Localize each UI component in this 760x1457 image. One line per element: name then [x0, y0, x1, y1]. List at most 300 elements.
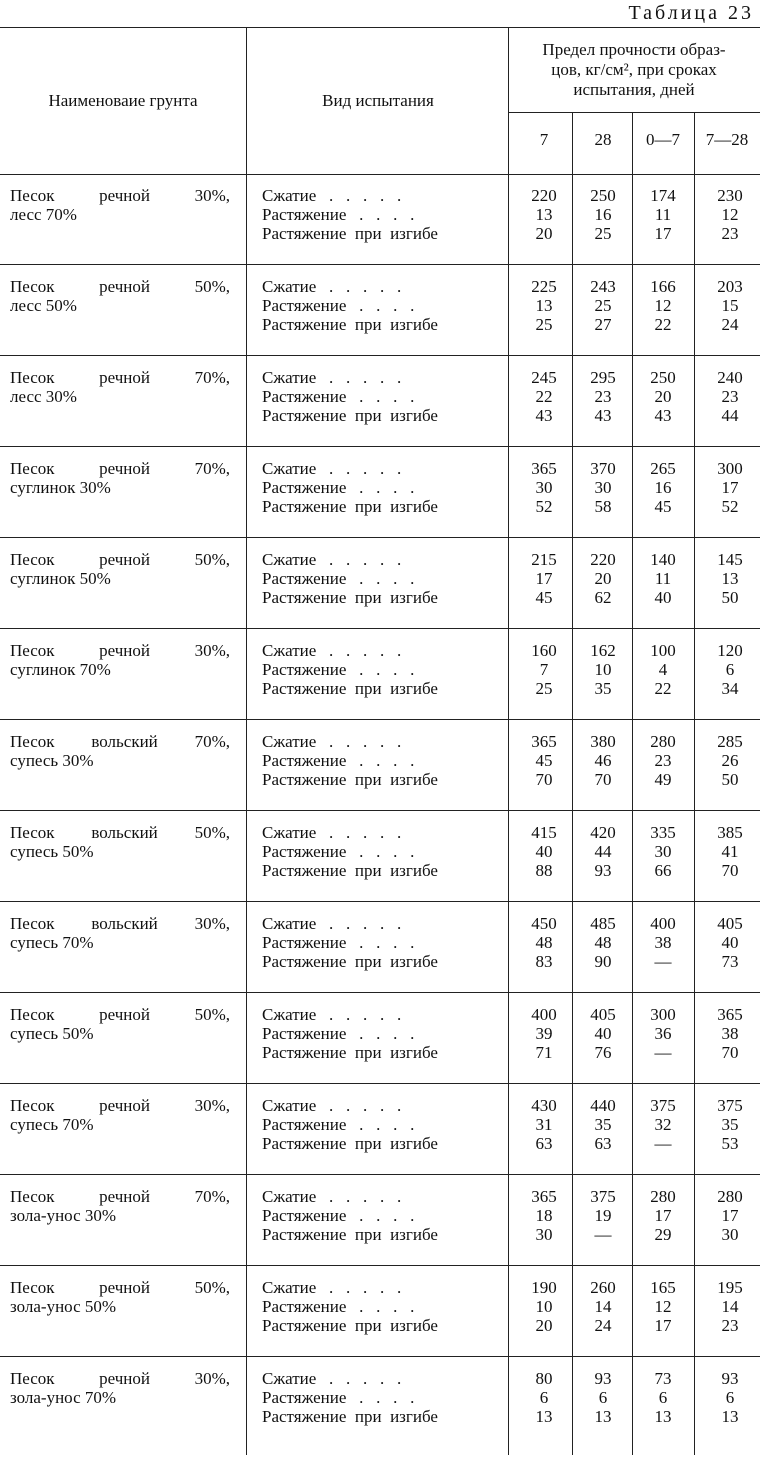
value-0-7-column: [632, 1278, 694, 1335]
value-7-28: 41: [721, 842, 739, 861]
value-7: 45: [535, 751, 553, 770]
value-28-column: [574, 277, 632, 334]
test-bending-tension: Растяжение при изгибе: [262, 679, 438, 698]
value-28-column: [574, 914, 632, 971]
value-7: 43: [535, 406, 553, 425]
soil-name-line1: Песок речной 30%,: [10, 641, 230, 660]
test-compression: Сжатие . . . . .: [262, 186, 402, 205]
value-0-7-column: [632, 1369, 694, 1426]
value-7-28: 300: [717, 459, 743, 478]
value-7: 30: [535, 1225, 553, 1244]
value-7-28-column: [700, 732, 760, 789]
value-7-28: 6: [725, 1388, 735, 1407]
test-compression: Сжатие . . . . .: [262, 732, 402, 751]
table-row: [0, 904, 760, 994]
table-row: [0, 995, 760, 1085]
row-separator: [0, 810, 760, 811]
value-28-column: [574, 368, 632, 425]
value-7-28: 38: [721, 1024, 739, 1043]
value-7-28-column: [700, 368, 760, 425]
soil-name-line1: Песок вольский 50%,: [10, 823, 230, 842]
value-28-column: [574, 1278, 632, 1335]
value-7-column: [514, 1005, 574, 1062]
value-7: 225: [531, 277, 557, 296]
header-period-7: 7: [539, 130, 549, 149]
value-28: 27: [594, 315, 612, 334]
test-bending-tension: Растяжение при изгибе: [262, 952, 438, 971]
value-7-28: 203: [717, 277, 743, 296]
value-7: 71: [535, 1043, 553, 1062]
value-28: 220: [590, 550, 616, 569]
value-28: 295: [590, 368, 616, 387]
value-28: 405: [590, 1005, 616, 1024]
value-28: —: [594, 1225, 612, 1244]
soil-name: [10, 186, 230, 224]
value-28-column: [574, 823, 632, 880]
value-0-7-column: [632, 459, 694, 516]
row-separator: [0, 1174, 760, 1175]
value-0-7: 16: [654, 478, 672, 497]
test-tension: Растяжение . . . .: [262, 751, 415, 770]
value-7-28-column: [700, 550, 760, 607]
value-0-7: 400: [650, 914, 676, 933]
value-28: 48: [594, 933, 612, 952]
value-7-28: 230: [717, 186, 743, 205]
value-0-7: 165: [650, 1278, 676, 1297]
value-0-7: 140: [650, 550, 676, 569]
soil-name-line1: Песок вольский 70%,: [10, 732, 230, 751]
value-7-28: 23: [721, 224, 739, 243]
table-row: [0, 267, 760, 357]
value-0-7: 11: [654, 205, 672, 224]
value-7-28: 35: [721, 1115, 739, 1134]
row-separator: [0, 628, 760, 629]
soil-name-line2: зола-унос 70%: [10, 1388, 117, 1407]
value-7: 13: [535, 1407, 553, 1426]
value-0-7: 4: [658, 660, 668, 679]
value-7: 365: [531, 1187, 557, 1206]
value-0-7: 20: [654, 387, 672, 406]
value-0-7-column: [632, 277, 694, 334]
value-28: 6: [598, 1388, 608, 1407]
value-7-28: 385: [717, 823, 743, 842]
test-compression: Сжатие . . . . .: [262, 277, 402, 296]
value-28: 375: [590, 1187, 616, 1206]
value-7-28: 365: [717, 1005, 743, 1024]
test-compression: Сжатие . . . . .: [262, 823, 402, 842]
value-7: 6: [539, 1388, 549, 1407]
value-0-7-column: [632, 641, 694, 698]
value-0-7: —: [654, 1043, 672, 1062]
value-28: 35: [594, 1115, 612, 1134]
value-0-7-column: [632, 914, 694, 971]
value-7-28: 26: [721, 751, 739, 770]
value-7-28: 12: [721, 205, 739, 224]
soil-name: [10, 1369, 230, 1407]
value-7-28: 40: [721, 933, 739, 952]
value-28: 63: [594, 1134, 612, 1153]
value-28-column: [574, 1096, 632, 1153]
test-bending-tension: Растяжение при изгибе: [262, 406, 438, 425]
value-7: 45: [535, 588, 553, 607]
value-28: 485: [590, 914, 616, 933]
soil-name-line1: Песок речной 30%,: [10, 186, 230, 205]
value-0-7: 23: [654, 751, 672, 770]
value-7-28: 23: [721, 387, 739, 406]
value-0-7-column: [632, 550, 694, 607]
value-7-28: 280: [717, 1187, 743, 1206]
soil-name-line1: Песок речной 50%,: [10, 277, 230, 296]
value-7-28: 195: [717, 1278, 743, 1297]
value-7-28: 44: [721, 406, 739, 425]
test-bending-tension: Растяжение при изгибе: [262, 497, 438, 516]
value-28: 250: [590, 186, 616, 205]
value-7-28: 145: [717, 550, 743, 569]
value-28: 44: [594, 842, 612, 861]
header-strength: [508, 40, 760, 100]
value-7-28: 120: [717, 641, 743, 660]
value-7-column: [514, 914, 574, 971]
table-row: [0, 813, 760, 903]
value-7-28-column: [700, 641, 760, 698]
value-28: 58: [594, 497, 612, 516]
value-7-28: 14: [721, 1297, 739, 1316]
value-0-7-column: [632, 732, 694, 789]
value-7-28: 13: [721, 1407, 739, 1426]
value-7-28: 15: [721, 296, 739, 315]
test-tension: Растяжение . . . .: [262, 205, 415, 224]
row-separator: [0, 992, 760, 993]
test-types: [262, 823, 438, 880]
test-bending-tension: Растяжение при изгибе: [262, 1043, 438, 1062]
value-28: 370: [590, 459, 616, 478]
test-types: [262, 1096, 438, 1153]
test-types: [262, 1369, 438, 1426]
test-bending-tension: Растяжение при изгибе: [262, 588, 438, 607]
value-7-28-column: [700, 1278, 760, 1335]
value-28: 440: [590, 1096, 616, 1115]
value-28: 24: [594, 1316, 612, 1335]
value-0-7: 280: [650, 1187, 676, 1206]
value-0-7: 29: [654, 1225, 672, 1244]
value-28: 14: [594, 1297, 612, 1316]
value-28: 90: [594, 952, 612, 971]
table-row: [0, 722, 760, 812]
value-28: 70: [594, 770, 612, 789]
value-28-column: [574, 732, 632, 789]
table-row: [0, 176, 760, 266]
soil-name-line2: лесс 70%: [10, 205, 77, 224]
value-7: 190: [531, 1278, 557, 1297]
value-7: 20: [535, 1316, 553, 1335]
test-tension: Растяжение . . . .: [262, 1115, 415, 1134]
value-7: 450: [531, 914, 557, 933]
value-7: 88: [535, 861, 553, 880]
value-28: 93: [594, 1369, 612, 1388]
soil-name-line2: зола-унос 50%: [10, 1297, 117, 1316]
row-separator: [0, 264, 760, 265]
row-separator: [0, 901, 760, 902]
test-types: [262, 641, 438, 698]
value-7: 365: [531, 732, 557, 751]
value-28: 76: [594, 1043, 612, 1062]
header-period-7-28: 7—28: [705, 130, 749, 149]
value-7: 18: [535, 1206, 553, 1225]
value-7: 7: [539, 660, 549, 679]
value-7-28: 70: [721, 1043, 739, 1062]
row-separator: [0, 446, 760, 447]
row-separator: [0, 719, 760, 720]
soil-name: [10, 277, 230, 315]
value-7: 48: [535, 933, 553, 952]
test-types: [262, 914, 438, 971]
value-7: 400: [531, 1005, 557, 1024]
value-0-7: 22: [654, 315, 672, 334]
test-compression: Сжатие . . . . .: [262, 914, 402, 933]
value-7-column: [514, 459, 574, 516]
value-0-7: 38: [654, 933, 672, 952]
test-types: [262, 186, 438, 243]
value-7-column: [514, 1096, 574, 1153]
test-types: [262, 1278, 438, 1335]
table-row: [0, 358, 760, 448]
value-7: 52: [535, 497, 553, 516]
value-0-7: 73: [654, 1369, 672, 1388]
table-row: [0, 631, 760, 721]
value-0-7: 45: [654, 497, 672, 516]
test-compression: Сжатие . . . . .: [262, 550, 402, 569]
value-28: 13: [594, 1407, 612, 1426]
value-28: 46: [594, 751, 612, 770]
value-7-column: [514, 732, 574, 789]
header-bottom-rule: [0, 174, 760, 175]
value-7-column: [514, 1369, 574, 1426]
soil-name-line1: Песок речной 50%,: [10, 550, 230, 569]
soil-name-line2: супесь 70%: [10, 933, 94, 952]
value-0-7: 12: [654, 296, 672, 315]
value-7: 13: [535, 205, 553, 224]
test-tension: Растяжение . . . .: [262, 478, 415, 497]
test-tension: Растяжение . . . .: [262, 1388, 415, 1407]
value-7-column: [514, 1278, 574, 1335]
value-7-28: 24: [721, 315, 739, 334]
test-tension: Растяжение . . . .: [262, 569, 415, 588]
value-0-7: 174: [650, 186, 676, 205]
table-row: [0, 540, 760, 630]
value-28: 19: [594, 1206, 612, 1225]
soil-name-line2: супесь 30%: [10, 751, 94, 770]
soil-name-line2: суглинок 50%: [10, 569, 111, 588]
value-28: 16: [594, 205, 612, 224]
test-bending-tension: Растяжение при изгибе: [262, 1225, 438, 1244]
test-bending-tension: Растяжение при изгибе: [262, 770, 438, 789]
test-tension: Растяжение . . . .: [262, 1024, 415, 1043]
test-tension: Растяжение . . . .: [262, 296, 415, 315]
value-0-7: 6: [658, 1388, 668, 1407]
value-7-28-column: [700, 459, 760, 516]
value-0-7-column: [632, 823, 694, 880]
test-bending-tension: Растяжение при изгибе: [262, 861, 438, 880]
value-28: 35: [594, 679, 612, 698]
value-7: 22: [535, 387, 553, 406]
value-7-28-column: [700, 1096, 760, 1153]
value-28: 243: [590, 277, 616, 296]
value-28: 162: [590, 641, 616, 660]
value-28-column: [574, 1187, 632, 1244]
value-0-7: 49: [654, 770, 672, 789]
value-28: 23: [594, 387, 612, 406]
row-separator: [0, 537, 760, 538]
value-0-7: 40: [654, 588, 672, 607]
header-strength-line3: испытания, дней: [573, 80, 695, 99]
value-0-7: 30: [654, 842, 672, 861]
header-sub-rule: [508, 112, 760, 113]
value-7-28: 34: [721, 679, 739, 698]
table-row: [0, 1359, 760, 1449]
value-7-28: 93: [721, 1369, 739, 1388]
test-tension: Растяжение . . . .: [262, 933, 415, 952]
value-7-column: [514, 1187, 574, 1244]
value-7-28: 13: [721, 569, 739, 588]
value-7-28: 17: [721, 478, 739, 497]
value-7-28-column: [700, 1369, 760, 1426]
value-7: 365: [531, 459, 557, 478]
value-28: 260: [590, 1278, 616, 1297]
soil-name: [10, 1096, 230, 1134]
value-7: 245: [531, 368, 557, 387]
value-28: 30: [594, 478, 612, 497]
value-7: 430: [531, 1096, 557, 1115]
value-0-7: —: [654, 1134, 672, 1153]
value-7-28: 375: [717, 1096, 743, 1115]
test-tension: Растяжение . . . .: [262, 1297, 415, 1316]
soil-name: [10, 1187, 230, 1225]
test-types: [262, 277, 438, 334]
value-7: 63: [535, 1134, 553, 1153]
value-7: 80: [535, 1369, 553, 1388]
value-0-7: 335: [650, 823, 676, 842]
table-row: [0, 1177, 760, 1267]
test-compression: Сжатие . . . . .: [262, 459, 402, 478]
value-7-28-column: [700, 1187, 760, 1244]
value-0-7: —: [654, 952, 672, 971]
value-7-28: 23: [721, 1316, 739, 1335]
header-strength-line1: Предел прочности образ-: [542, 40, 726, 59]
value-0-7: 280: [650, 732, 676, 751]
test-compression: Сжатие . . . . .: [262, 1369, 402, 1388]
value-28-column: [574, 186, 632, 243]
test-compression: Сжатие . . . . .: [262, 1096, 402, 1115]
test-compression: Сжатие . . . . .: [262, 1278, 402, 1297]
soil-name-line2: супесь 50%: [10, 1024, 94, 1043]
test-types: [262, 550, 438, 607]
value-7-column: [514, 186, 574, 243]
value-0-7: 36: [654, 1024, 672, 1043]
value-7-28: 285: [717, 732, 743, 751]
header-strength-line2: цов, кг/см², при сроках: [551, 60, 717, 79]
value-7-column: [514, 823, 574, 880]
value-7: 25: [535, 679, 553, 698]
soil-name-line1: Песок речной 30%,: [10, 1096, 230, 1115]
value-28: 62: [594, 588, 612, 607]
value-7: 17: [535, 569, 553, 588]
soil-name: [10, 368, 230, 406]
value-7-28: 17: [721, 1206, 739, 1225]
value-0-7-column: [632, 186, 694, 243]
soil-name-line2: суглинок 70%: [10, 660, 111, 679]
value-0-7-column: [632, 1187, 694, 1244]
value-28: 93: [594, 861, 612, 880]
value-7-column: [514, 368, 574, 425]
soil-name-line1: Песок речной 50%,: [10, 1278, 230, 1297]
value-0-7: 166: [650, 277, 676, 296]
test-types: [262, 459, 438, 516]
value-0-7: 13: [654, 1407, 672, 1426]
test-bending-tension: Растяжение при изгибе: [262, 1134, 438, 1153]
soil-name-line2: суглинок 30%: [10, 478, 111, 497]
value-28: 25: [594, 224, 612, 243]
value-28-column: [574, 1005, 632, 1062]
soil-name: [10, 732, 230, 770]
test-types: [262, 368, 438, 425]
row-separator: [0, 1265, 760, 1266]
soil-name-line1: Песок речной 30%,: [10, 1369, 230, 1388]
soil-name-line1: Песок речной 50%,: [10, 1005, 230, 1024]
value-28: 20: [594, 569, 612, 588]
value-0-7: 43: [654, 406, 672, 425]
value-7-28: 30: [721, 1225, 739, 1244]
value-28-column: [574, 459, 632, 516]
test-types: [262, 732, 438, 789]
value-28-column: [574, 550, 632, 607]
soil-name-line1: Песок речной 70%,: [10, 1187, 230, 1206]
value-7-28-column: [700, 277, 760, 334]
value-7-column: [514, 277, 574, 334]
header-test-type: Вид испытания: [322, 91, 434, 110]
value-0-7: 300: [650, 1005, 676, 1024]
value-7: 25: [535, 315, 553, 334]
value-28: 10: [594, 660, 612, 679]
value-7-28: 50: [721, 770, 739, 789]
soil-name-line2: супесь 50%: [10, 842, 94, 861]
test-bending-tension: Растяжение при изгибе: [262, 315, 438, 334]
value-7: 20: [535, 224, 553, 243]
header-period-0-7: 0—7: [646, 130, 680, 149]
value-28: 43: [594, 406, 612, 425]
value-0-7: 17: [654, 1316, 672, 1335]
value-7: 215: [531, 550, 557, 569]
soil-name-line1: Песок речной 70%,: [10, 368, 230, 387]
value-0-7-column: [632, 1096, 694, 1153]
value-7-column: [514, 641, 574, 698]
test-bending-tension: Растяжение при изгибе: [262, 224, 438, 243]
value-0-7-column: [632, 368, 694, 425]
value-7: 220: [531, 186, 557, 205]
value-0-7: 11: [654, 569, 672, 588]
row-separator: [0, 1356, 760, 1357]
test-tension: Растяжение . . . .: [262, 842, 415, 861]
table-row: [0, 1086, 760, 1176]
value-7-28-column: [700, 186, 760, 243]
value-7-28: 73: [721, 952, 739, 971]
soil-name: [10, 459, 230, 497]
soil-name-line2: супесь 70%: [10, 1115, 94, 1134]
soil-name: [10, 1278, 230, 1316]
row-separator: [0, 355, 760, 356]
value-7: 70: [535, 770, 553, 789]
value-7-column: [514, 550, 574, 607]
soil-name-line2: зола-унос 30%: [10, 1206, 117, 1225]
